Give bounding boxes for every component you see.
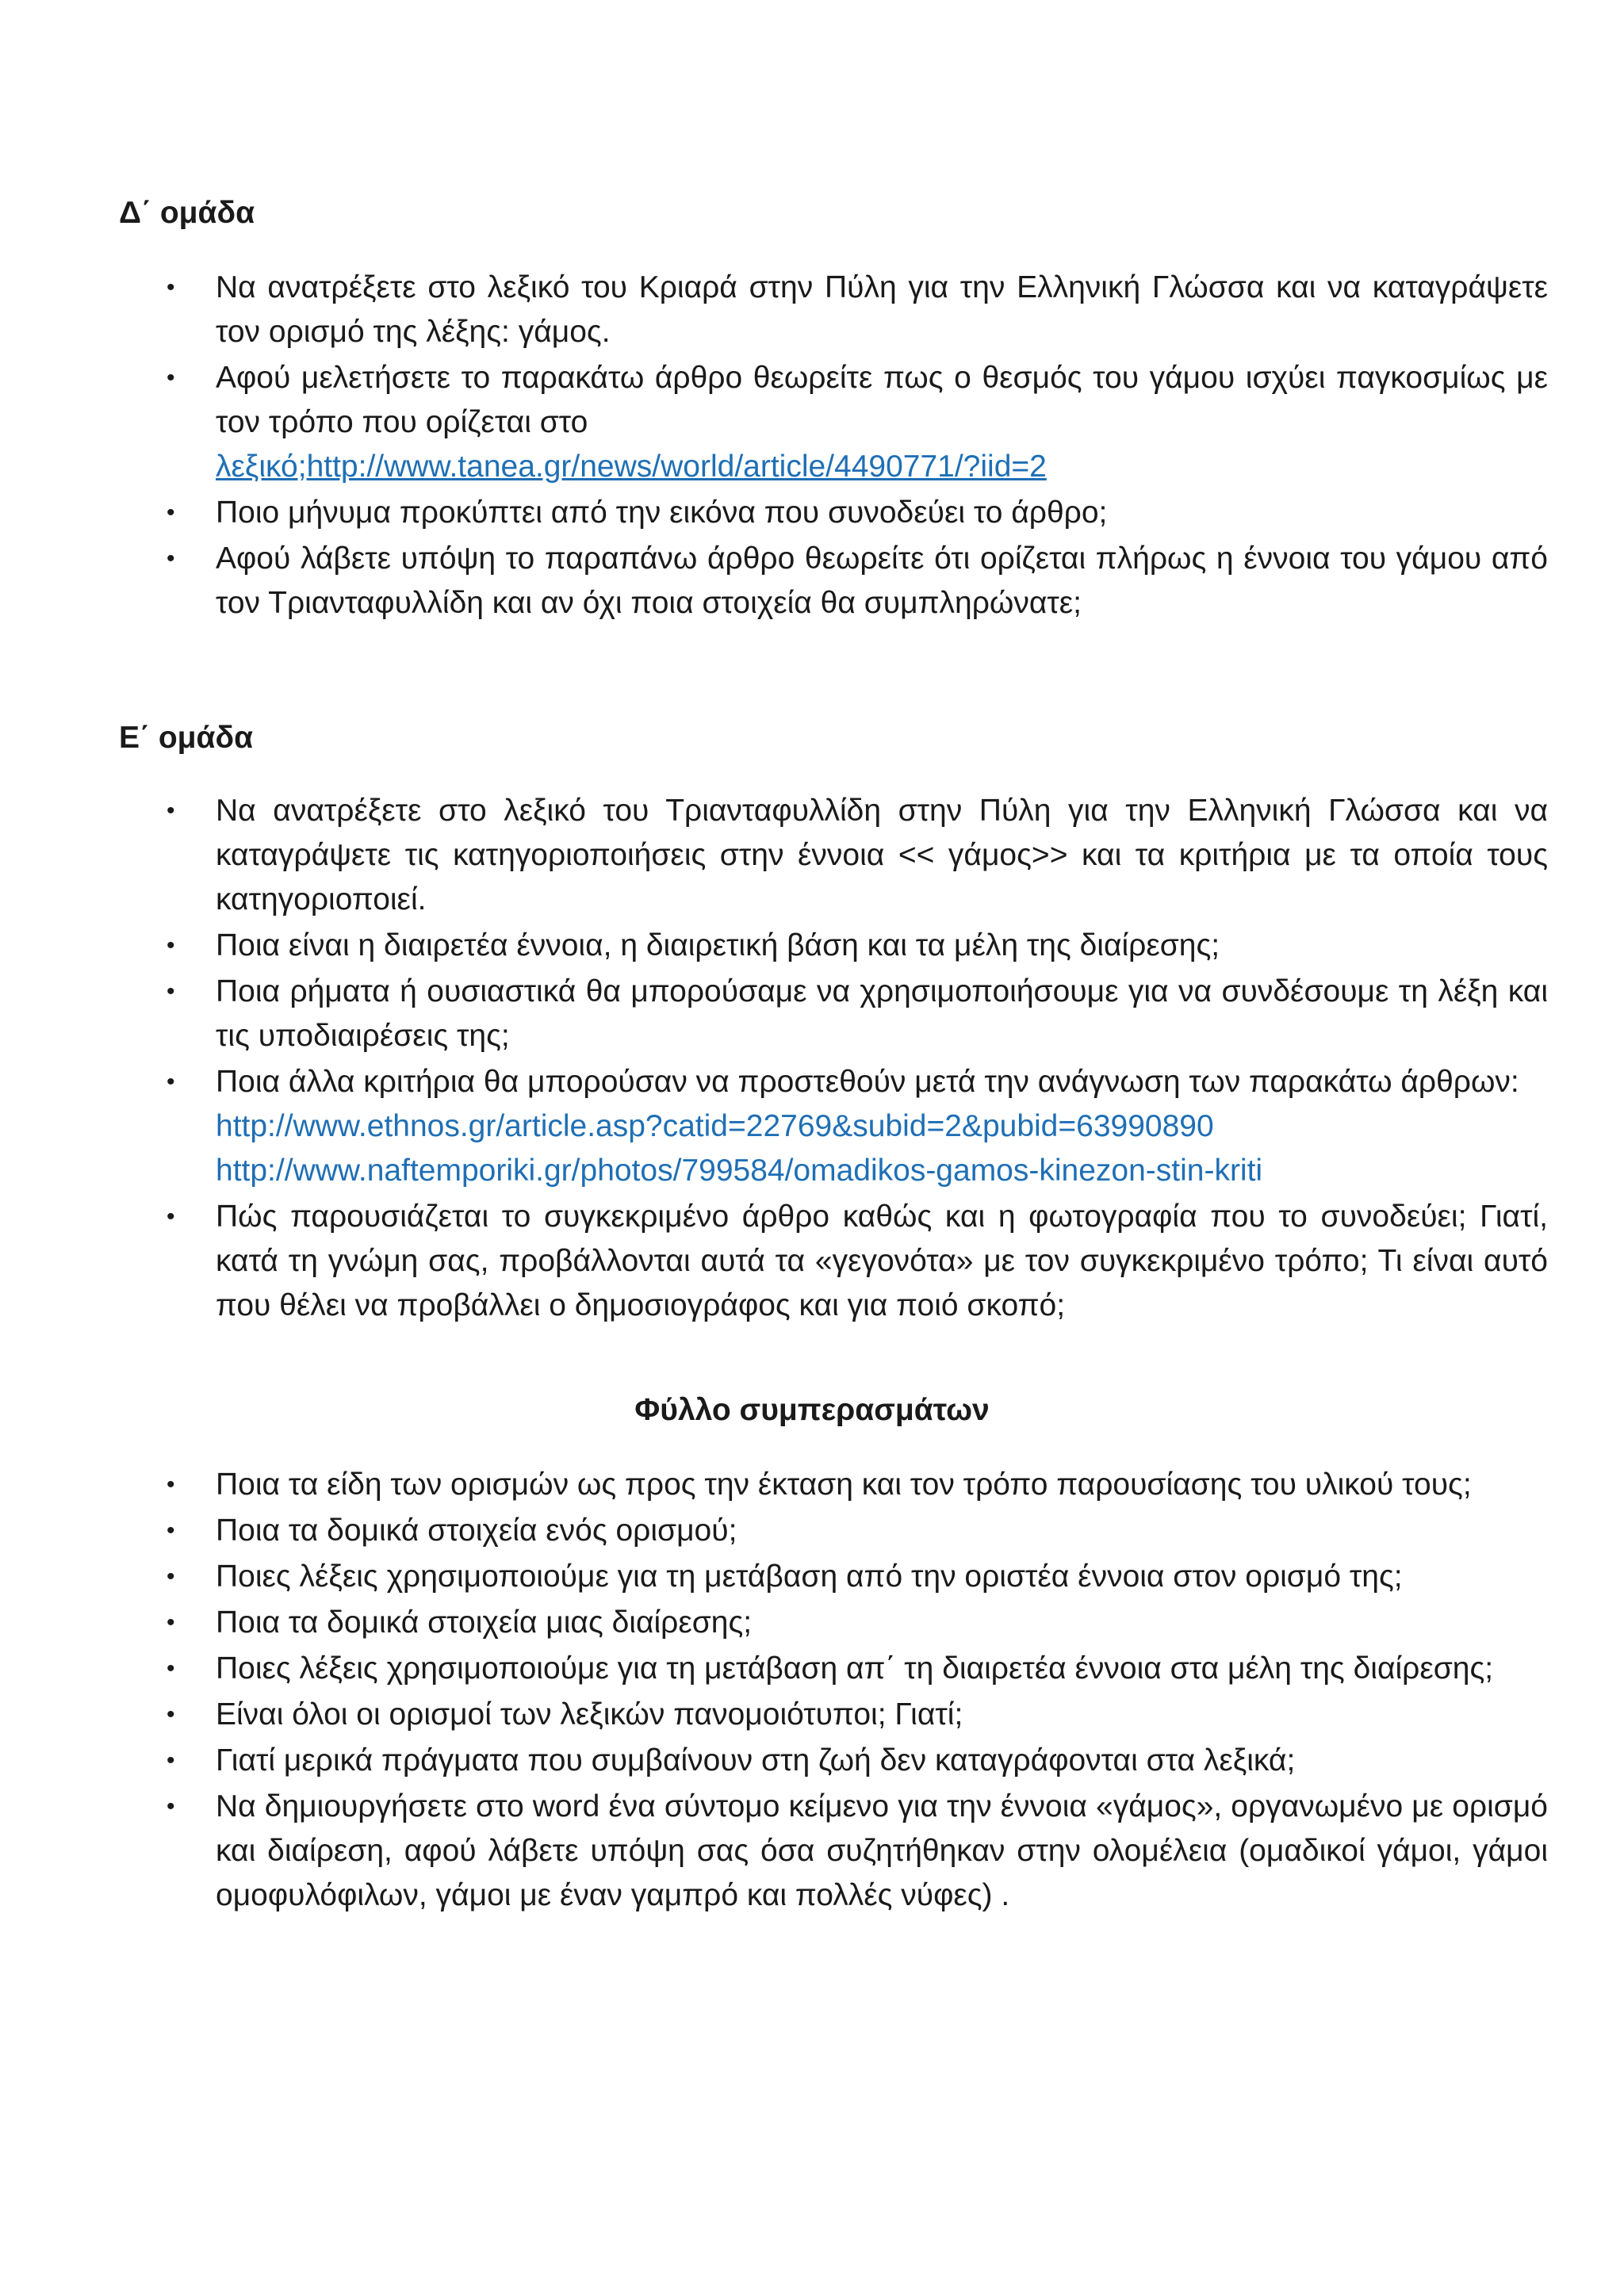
bullet-icon: • xyxy=(167,1471,175,1498)
list-item-text: Να ανατρέξετε στο λεξικό του Τριανταφυλλίδη στην Πύλη για την Ελληνική Γλώσσα και να καταγράψετε τις κατηγοριοποιήσεις στην έννοια << γάμος>> και τα κριτήρια με τα οποία τους κατηγοριοποιεί. xyxy=(216,794,1548,916)
bullet-icon: • xyxy=(167,1793,175,1820)
list-item xyxy=(0,924,1548,968)
list-item-text: Είναι όλοι οι ορισμοί των λεξικών πανομοιότυποι; Γιατί; xyxy=(216,1697,963,1732)
bullet-icon: • xyxy=(167,545,175,572)
list-item-text: Ποιο μήνυμα προκύπτει από την εικόνα που συνοδεύει το άρθρο; xyxy=(216,496,1108,530)
list-item xyxy=(0,970,1548,1058)
article-link[interactable]: λεξικό;http://www.tanea.gr/news/world/article/4490771/?iid=2 xyxy=(216,450,1047,484)
list-item-text: Να ανατρέξετε στο λεξικό του Κριαρά στην Πύλη για την Ελληνική Γλώσσα και να καταγράψετε τον ορισμό της λέξης: γάμος. xyxy=(216,270,1548,349)
bullet-icon: • xyxy=(167,1203,175,1230)
bullet-icon: • xyxy=(167,978,175,1004)
list-item-text: Ποια τα είδη των ορισμών ως προς την έκταση και τον τρόπο παρουσίασης του υλικού τους; xyxy=(216,1468,1472,1502)
bullet-icon: • xyxy=(167,1747,175,1774)
bullet-icon: • xyxy=(167,365,175,391)
list-item-text: Ποιες λέξεις χρησιμοποιούμε για τη μετάβαση απ΄ τη διαιρετέα έννοια στα μέλη της διαίρεσης; xyxy=(216,1651,1494,1686)
list-item xyxy=(0,1601,1548,1645)
list-item-text: Ποια τα δομικά στοιχεία μιας διαίρεσης; xyxy=(216,1605,753,1640)
list-item xyxy=(0,789,1548,922)
list-item xyxy=(0,356,1548,489)
naftemporiki-link[interactable]: http://www.naftemporiki.gr/photos/799584/omadikos-gamos-kinezon-stin-kriti xyxy=(216,1154,1263,1188)
list-item xyxy=(0,1195,1548,1328)
list-item xyxy=(0,1463,1548,1507)
bullet-icon: • xyxy=(167,798,175,824)
section-d-title: Δ΄ ομάδα xyxy=(119,196,255,230)
bullet-icon: • xyxy=(167,1609,175,1636)
list-item xyxy=(0,1509,1548,1553)
bullet-icon: • xyxy=(167,1563,175,1590)
list-item-text: Ποιες λέξεις χρησιμοποιούμε για τη μετάβαση από την οριστέα έννοια στον ορισμό της; xyxy=(216,1559,1403,1594)
list-item xyxy=(0,1647,1548,1691)
section-e-title: Ε΄ ομάδα xyxy=(119,721,254,755)
conclusions-title: Φύλλο συμπερασμάτων xyxy=(634,1393,990,1427)
list-item xyxy=(0,1785,1548,1918)
list-item xyxy=(0,1693,1548,1737)
list-item xyxy=(0,491,1548,535)
section-d-list xyxy=(0,266,1624,627)
list-item xyxy=(0,1060,1548,1193)
list-item-text: Ποια ρήματα ή ουσιαστικά θα μπορούσαμε να χρησιμοποιήσουμε για να συνδέσουμε τη λέξη και τις υποδιαιρέσεις της; xyxy=(216,974,1548,1053)
ethnos-link[interactable]: http://www.ethnos.gr/article.asp?catid=22769&subid=2&pubid=63990890 xyxy=(216,1109,1214,1143)
list-item-text: Να δημιουργήσετε στο word ένα σύντομο κείμενο για την έννοια «γάμος», οργανωμένο με ορισμό και διαίρεση, αφού λάβετε υπόψη σας όσα συζητήθηκαν στην ολομέλεια (ομαδικοί γάμοι, γάμοι ομοφυλόφιλων, γάμοι με έναν γαμπρό και πολλές νύφες) . xyxy=(216,1789,1548,1912)
list-item xyxy=(0,266,1548,354)
list-item-text: Ποια είναι η διαιρετέα έννοια, η διαιρετική βάση και τα μέλη της διαίρεσης; xyxy=(216,928,1220,962)
bullet-icon: • xyxy=(167,274,175,300)
list-item-text: Πώς παρουσιάζεται το συγκεκριμένο άρθρο καθώς και η φωτογραφία που το συνοδεύει; Γιατί, κατά τη γνώμη σας, προβάλλονται αυτά τα «γεγονότα» με τον συγκεκριμένο τρόπο; Τι είναι αυτό που θέλει να προβάλλει ο δημοσιογράφος και για ποιό σκοπό; xyxy=(216,1200,1548,1322)
list-item-text: Αφού λάβετε υπόψη το παραπάνω άρθρο θεωρείτε ότι ορίζεται πλήρως η έννοια του γάμου από τον Τριανταφυλλίδη και αν όχι ποια στοιχεία θα συμπληρώνατε; xyxy=(216,541,1548,620)
list-item-text: Ποια τα δομικά στοιχεία ενός ορισμού; xyxy=(216,1513,737,1548)
list-item-text: Αφού μελετήσετε το παρακάτω άρθρο θεωρείτε πως ο θεσμός του γάμου ισχύει παγκοσμίως με τον τρόπο που ορίζεται στο xyxy=(216,361,1548,439)
bullet-icon: • xyxy=(167,932,175,959)
list-item xyxy=(0,537,1548,626)
section-e-list xyxy=(0,789,1624,1330)
bullet-icon: • xyxy=(167,1517,175,1544)
list-item xyxy=(0,1555,1548,1599)
bullet-icon: • xyxy=(167,1701,175,1728)
list-item-text: Γιατί μερικά πράγματα που συμβαίνουν στη ζωή δεν καταγράφονται στα λεξικά; xyxy=(216,1743,1296,1777)
bullet-icon: • xyxy=(167,1655,175,1682)
list-item xyxy=(0,1739,1548,1783)
bullet-icon: • xyxy=(167,499,175,526)
bullet-icon: • xyxy=(167,1069,175,1095)
conclusions-list xyxy=(0,1463,1624,1919)
list-item-text: Ποια άλλα κριτήρια θα μπορούσαν να προστεθούν μετά την ανάγνωση των παρακάτω άρθρων: xyxy=(216,1065,1519,1099)
